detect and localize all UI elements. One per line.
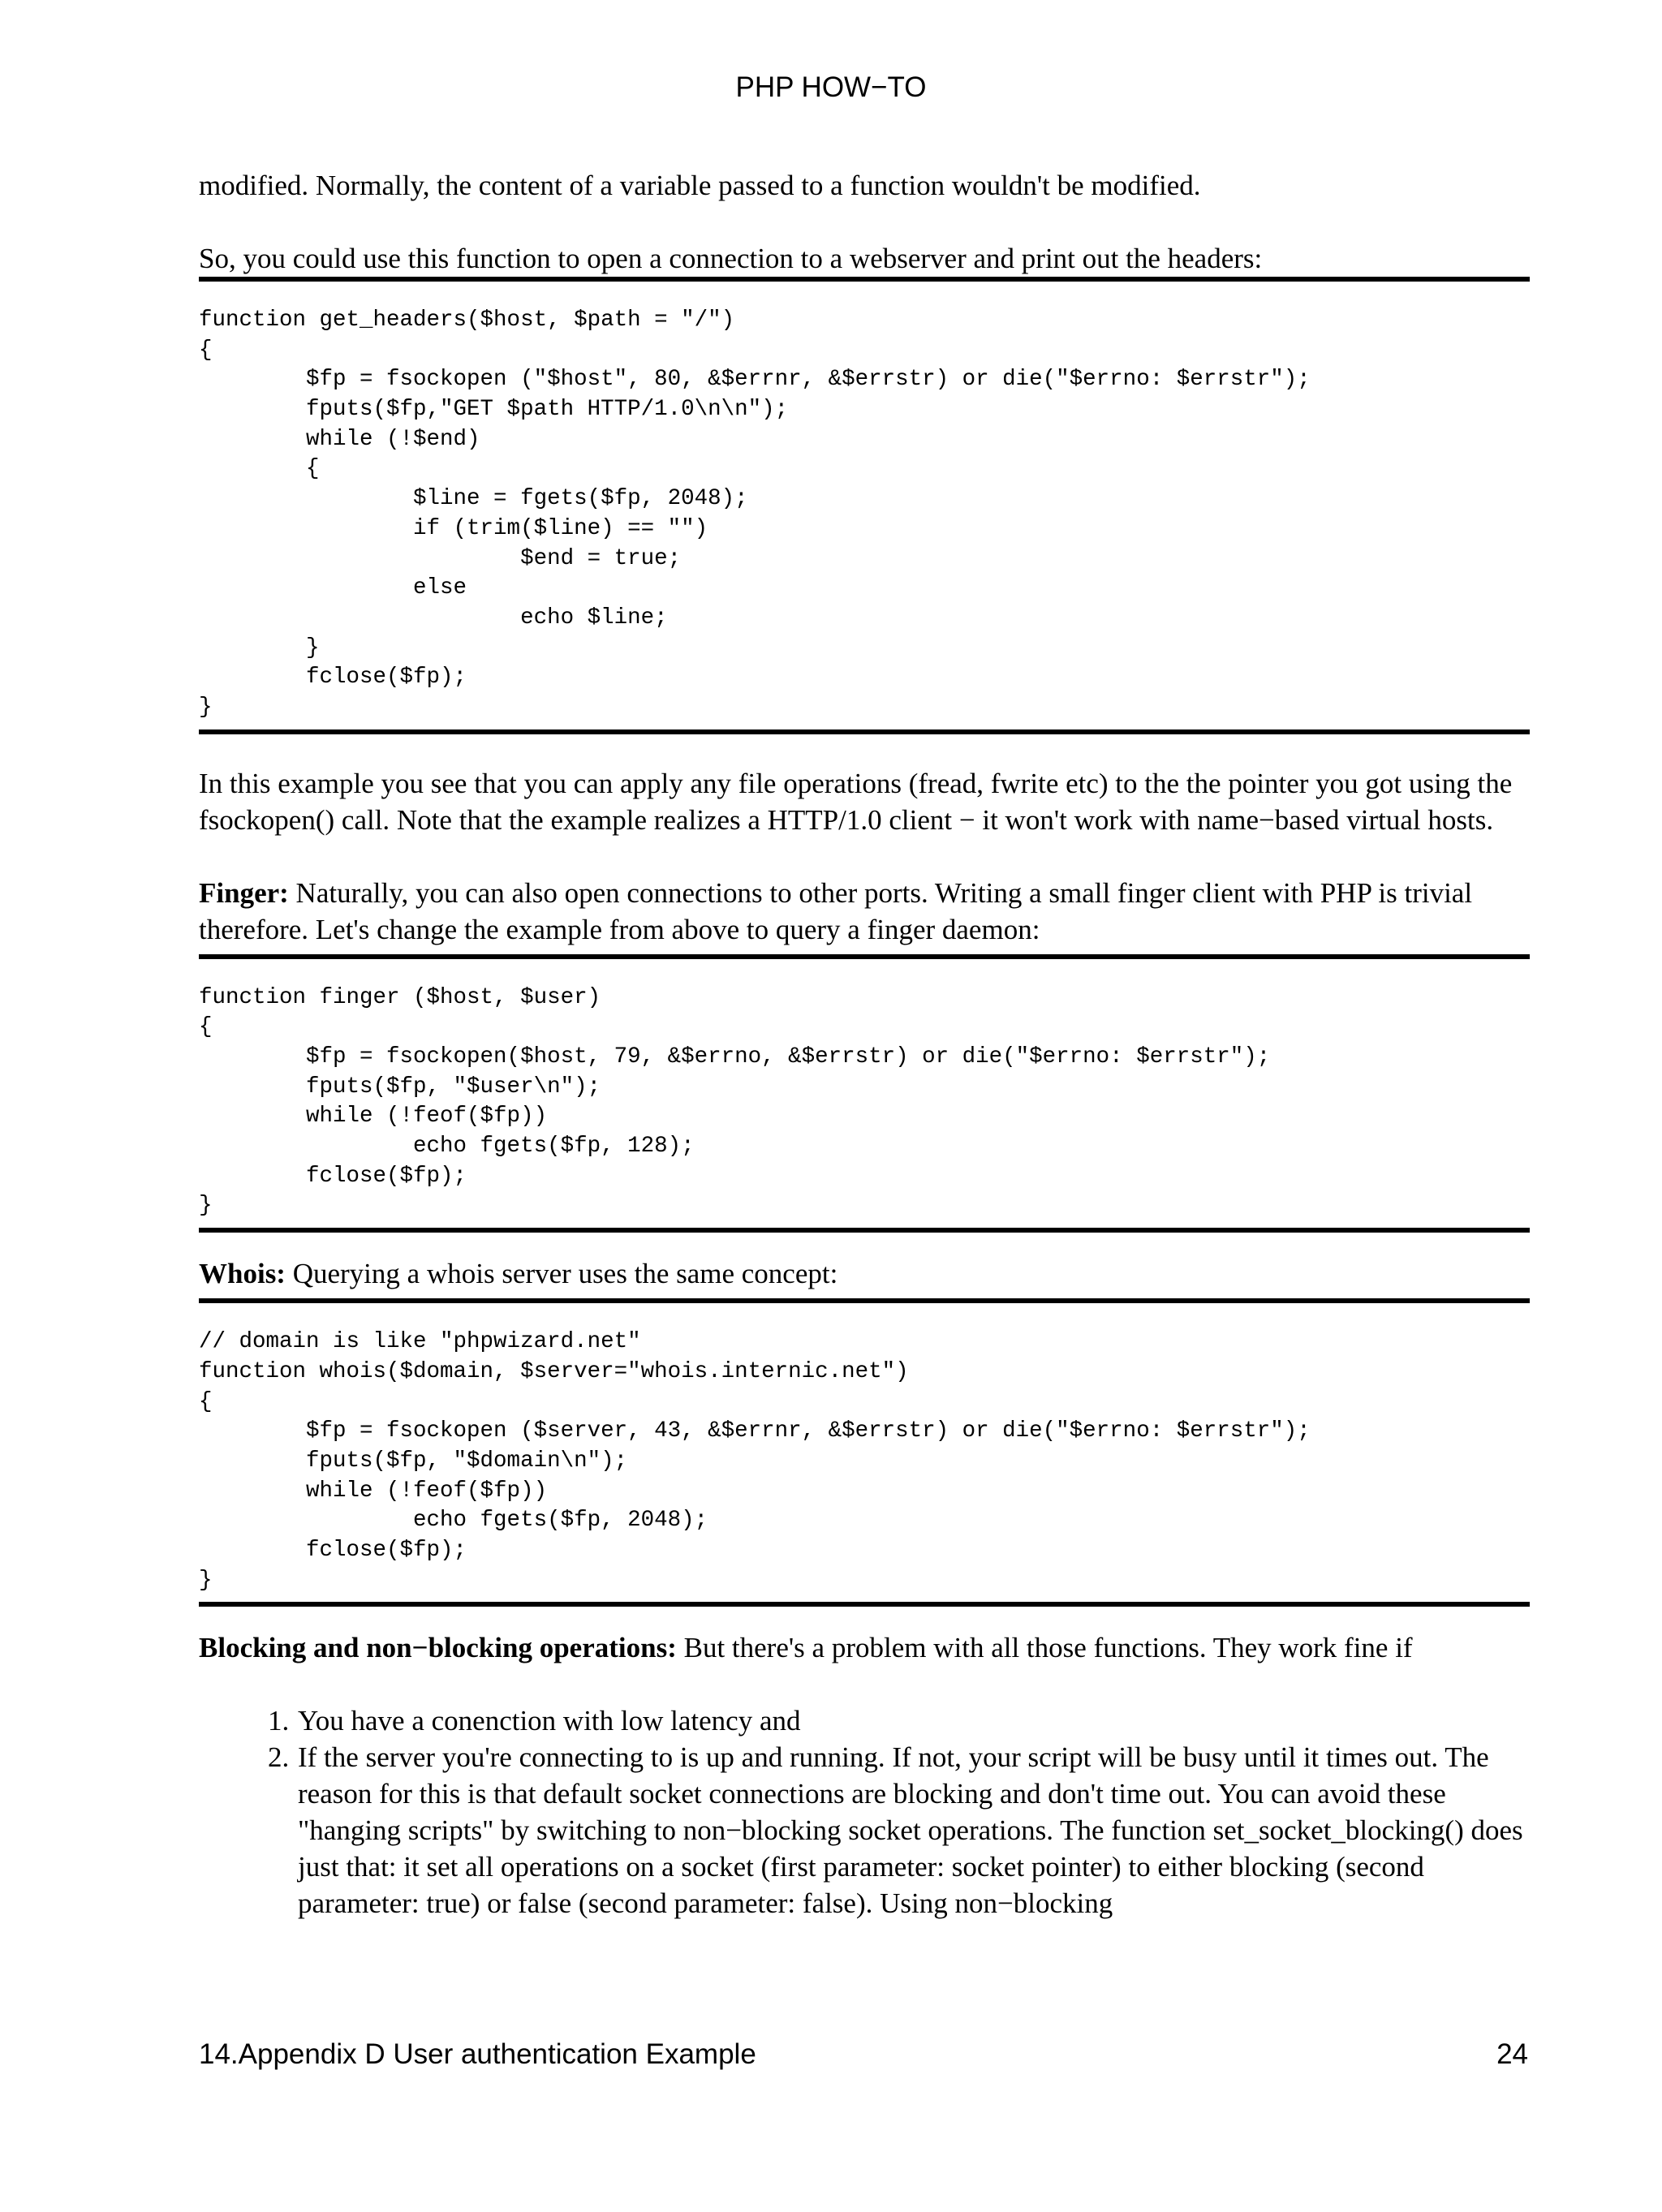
code-line: function get_headers($host, $path = "/")	[199, 308, 735, 333]
finger-lead: Finger:	[199, 876, 289, 909]
list-item: 2. If the server you're connecting to is up and running. If not, your script will be busy until it times out. The reason for this is that default socket connections are blocking and don't time out. You can avoid these "hanging scripts" by switching to non−blocking socket operations. The function set_socket_blocking() does just that: it set all operations on a socket (first parameter: socket pointer) to either blocking (second parameter: true) or false (second parameter: false). Using non−blocking	[296, 1739, 1530, 1922]
footer-page-number: 24	[1496, 2038, 1528, 2070]
code-block-finger	[199, 959, 1530, 1229]
code-line: $line = fgets($fp, 2048);	[199, 486, 748, 512]
code-rule-bottom	[199, 729, 1530, 734]
code-line: $fp = fsockopen ($server, 43, &$errnr, &$errstr) or die("$errno: $errstr");	[199, 1418, 1311, 1444]
list-item: 1. You have a conenction with low latency and	[296, 1702, 1530, 1739]
paragraph-whois	[199, 1255, 1530, 1292]
code-line: }	[199, 635, 320, 661]
blocking-lead: Blocking and non−blocking operations:	[199, 1632, 677, 1664]
code-line: fputs($fp, "$domain\n");	[199, 1448, 628, 1474]
blocking-text: But there's a problem with all those functions. They work fine if	[676, 1632, 1413, 1664]
code-line: $end = true;	[199, 545, 682, 571]
code-line: // domain is like "phpwizard.net"	[199, 1329, 641, 1355]
footer-section-title: 14.Appendix D User authentication Example	[199, 2038, 756, 2070]
page-content	[199, 167, 1530, 1922]
numbered-list	[199, 1702, 1530, 1922]
paragraph-blocking	[199, 1629, 1530, 1666]
finger-text: Naturally, you can also open connections to other ports. Writing a small finger client with PHP is trivial therefore. Let's change the example from above to query a finger daemon:	[199, 876, 1473, 945]
paragraph-modified: modified. Normally, the content of a variable passed to a function wouldn't be modified.	[199, 170, 1201, 201]
page-header-title: PHP HOW−TO	[735, 71, 927, 103]
code-rule-bottom	[199, 1602, 1530, 1607]
code-line: {	[199, 1014, 213, 1040]
code-line: fclose($fp);	[199, 1537, 467, 1563]
code-line: while (!feof($fp))	[199, 1478, 548, 1504]
code-line: function whois($domain, $server="whois.internic.net")	[199, 1358, 909, 1384]
code-block-get-headers	[199, 282, 1530, 729]
whois-lead: Whois:	[199, 1258, 286, 1290]
code-line: while (!$end)	[199, 426, 480, 452]
code-line: }	[199, 694, 213, 720]
code-line: $fp = fsockopen($host, 79, &$errno, &$errstr) or die("$errno: $errstr");	[199, 1044, 1271, 1069]
code-line: {	[199, 456, 320, 482]
code-line: if (trim($line) == "")	[199, 515, 708, 541]
paragraph-finger	[199, 875, 1530, 948]
code-line: echo fgets($fp, 128);	[199, 1134, 695, 1160]
paragraph-intro-headers: So, you could use this function to open a connection to a webserver and print out the headers:	[199, 243, 1263, 274]
code-line: fclose($fp);	[199, 1163, 467, 1189]
code-line: fclose($fp);	[199, 665, 467, 691]
code-block-whois	[199, 1303, 1530, 1602]
whois-text: Querying a whois server uses the same concept:	[285, 1258, 838, 1290]
code-line: {	[199, 337, 213, 363]
code-line: fputs($fp,"GET $path HTTP/1.0\n\n");	[199, 397, 789, 423]
code-line: echo fgets($fp, 2048);	[199, 1508, 708, 1534]
code-line: fputs($fp, "$user\n");	[199, 1074, 601, 1100]
paragraph-file-operations: In this example you see that you can apply any file operations (fread, fwrite etc) to the the pointer you got using the fsockopen() call. Note that the example realizes a HTTP/1.0 client − it won't work with name−based virtual hosts.	[199, 767, 1513, 836]
code-line: }	[199, 1193, 213, 1219]
code-line: $fp = fsockopen ("$host", 80, &$errnr, &$errstr) or die("$errno: $errstr");	[199, 367, 1311, 393]
code-line: while (!feof($fp))	[199, 1104, 548, 1130]
code-line: {	[199, 1388, 213, 1414]
code-line: function finger ($host, $user)	[199, 984, 601, 1010]
code-line: echo $line;	[199, 605, 668, 630]
code-line: }	[199, 1567, 213, 1593]
code-line: else	[199, 575, 467, 601]
code-rule-bottom	[199, 1228, 1530, 1233]
